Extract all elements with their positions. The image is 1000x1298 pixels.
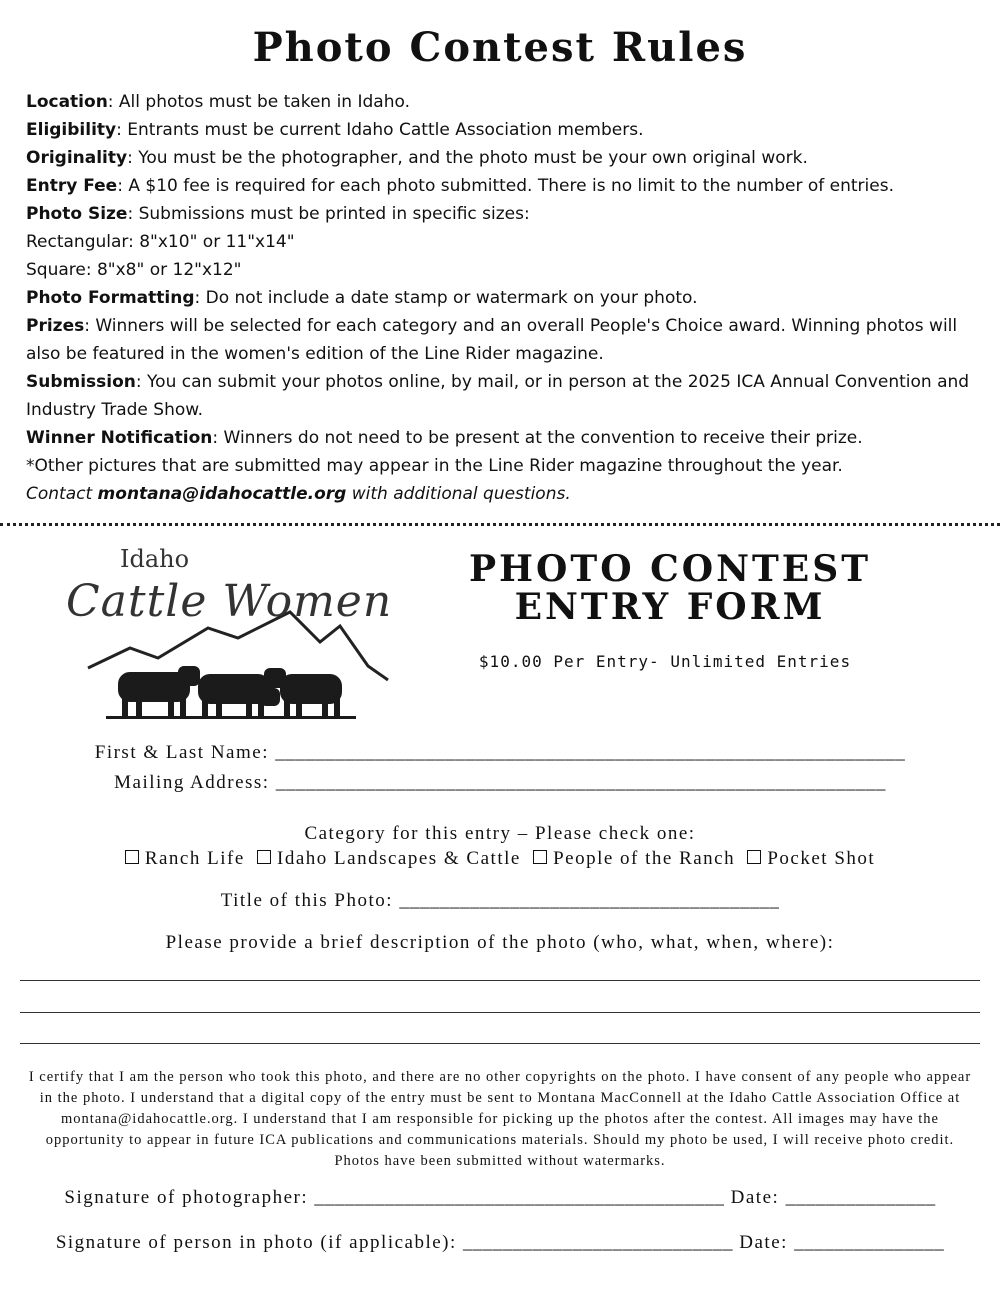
category-ranch-life: Ranch Life xyxy=(144,848,245,869)
rule-submission: Submission: You can submit your photos online, by mail, or in person at the 2025 ICA Annual Convention and Industry Trade Show. xyxy=(26,372,970,420)
photo-title-row xyxy=(0,890,1000,912)
checkbox-ranch-life[interactable] xyxy=(125,850,139,864)
checkbox-idaho-landscapes[interactable] xyxy=(257,850,271,864)
rule-size-rectangular: Rectangular: 8"x10" or 11"x14" xyxy=(26,232,295,252)
rule-size-square: Square: 8"x8" or 12"x12" xyxy=(26,260,242,280)
rule-entry-fee: Entry Fee: A $10 fee is required for each photo submitted. There is no limit to the number of entries. xyxy=(26,176,894,196)
rule-prizes: Prizes: Winners will be selected for each category and an overall People's Choice award. Winning photos will also be featured in the women's edition of the Line Rider magazine. xyxy=(26,316,958,364)
rule-photo-size: Photo Size: Submissions must be printed in specific sizes: xyxy=(26,204,530,224)
certification-statement: I certify that I am the person who took this photo, and there are no other copyrights on the photo. I have consent of any people who appear in the photo. I understand that a digital copy of the entry must be sent to Montana MacConnell at the Idaho Cattle Association Office at montana@idahocattle.org. I understand that I am responsible for picking up the photos after the contest. All images may have the opportunity to appear in future ICA publications and communications materials. Should my photo be used, I will receive photo credit. Photos have been submitted without watermarks. xyxy=(28,1069,972,1169)
address-field[interactable]: _____________________________________________________________ xyxy=(275,772,886,793)
contact-email[interactable]: montana@idahocattle.org xyxy=(97,484,347,504)
photo-title-field[interactable]: ______________________________________ xyxy=(399,890,780,911)
checkbox-people-of-ranch[interactable] xyxy=(533,850,547,864)
category-idaho-landscapes: Idaho Landscapes & Cattle xyxy=(277,848,521,869)
photographer-date-field[interactable]: _______________ xyxy=(785,1187,936,1208)
cut-line-divider xyxy=(0,523,1000,526)
rule-eligibility: Eligibility: Entrants must be current Idaho Cattle Association members. xyxy=(26,120,644,140)
subject-date-field[interactable]: _______________ xyxy=(794,1232,945,1253)
category-pocket-shot: Pocket Shot xyxy=(767,848,876,869)
idaho-cattle-women-logo xyxy=(58,540,398,730)
rule-contact: Contact montana@idahocattle.org with additional questions. xyxy=(26,484,571,504)
category-options xyxy=(0,848,1000,870)
entry-form-title: PHOTO CONTEST ENTRY FORM xyxy=(468,548,872,628)
subject-signature-label: Signature of person in photo (if applicable): xyxy=(55,1232,457,1253)
subject-signature-row xyxy=(0,1232,1000,1254)
rule-winner-notification: Winner Notification: Winners do not need to be present at the convention to receive their prize. xyxy=(26,428,863,448)
photo-title-label: Title of this Photo: xyxy=(220,890,394,911)
rules-list xyxy=(26,88,986,508)
address-label: Mailing Address: xyxy=(114,772,270,793)
photographer-signature-row xyxy=(0,1187,1000,1209)
rule-photo-formatting: Photo Formatting: Do not include a date stamp or watermark on your photo. xyxy=(26,288,698,308)
category-prompt: Category for this entry – Please check one: xyxy=(304,823,696,844)
rule-originality: Originality: You must be the photographer, and the photo must be your own original work. xyxy=(26,148,808,168)
subject-date-label: Date: xyxy=(739,1232,788,1253)
description-prompt: Please provide a brief description of the photo (who, what, when, where): xyxy=(165,932,835,953)
description-line-1[interactable] xyxy=(20,980,980,981)
name-field[interactable]: _______________________________________________________________ xyxy=(275,742,906,763)
name-label: First & Last Name: xyxy=(94,742,269,763)
checkbox-pocket-shot[interactable] xyxy=(747,850,761,864)
photographer-date-label: Date: xyxy=(730,1187,780,1208)
description-line-2[interactable] xyxy=(20,1012,980,1013)
description-line-3[interactable] xyxy=(20,1043,980,1044)
logo-text-idaho: Idaho xyxy=(120,545,190,573)
subject-signature-field[interactable]: ___________________________ xyxy=(463,1232,734,1253)
entry-fee-text: $10.00 Per Entry- Unlimited Entries xyxy=(478,652,852,671)
photographer-signature-label: Signature of photographer: xyxy=(64,1187,309,1208)
rules-title: Photo Contest Rules xyxy=(252,24,748,71)
category-people-of-ranch: People of the Ranch xyxy=(553,848,736,869)
name-field-row xyxy=(0,742,1000,764)
photographer-signature-field[interactable]: _________________________________________ xyxy=(314,1187,725,1208)
mountains-and-cattle-icon xyxy=(58,540,398,730)
logo-text-cattle-women: Cattle Women xyxy=(66,576,393,627)
rule-other-pictures: *Other pictures that are submitted may appear in the Line Rider magazine throughout the year. xyxy=(26,456,843,476)
address-field-row xyxy=(0,772,1000,794)
rule-location: Location: All photos must be taken in Idaho. xyxy=(26,92,410,112)
